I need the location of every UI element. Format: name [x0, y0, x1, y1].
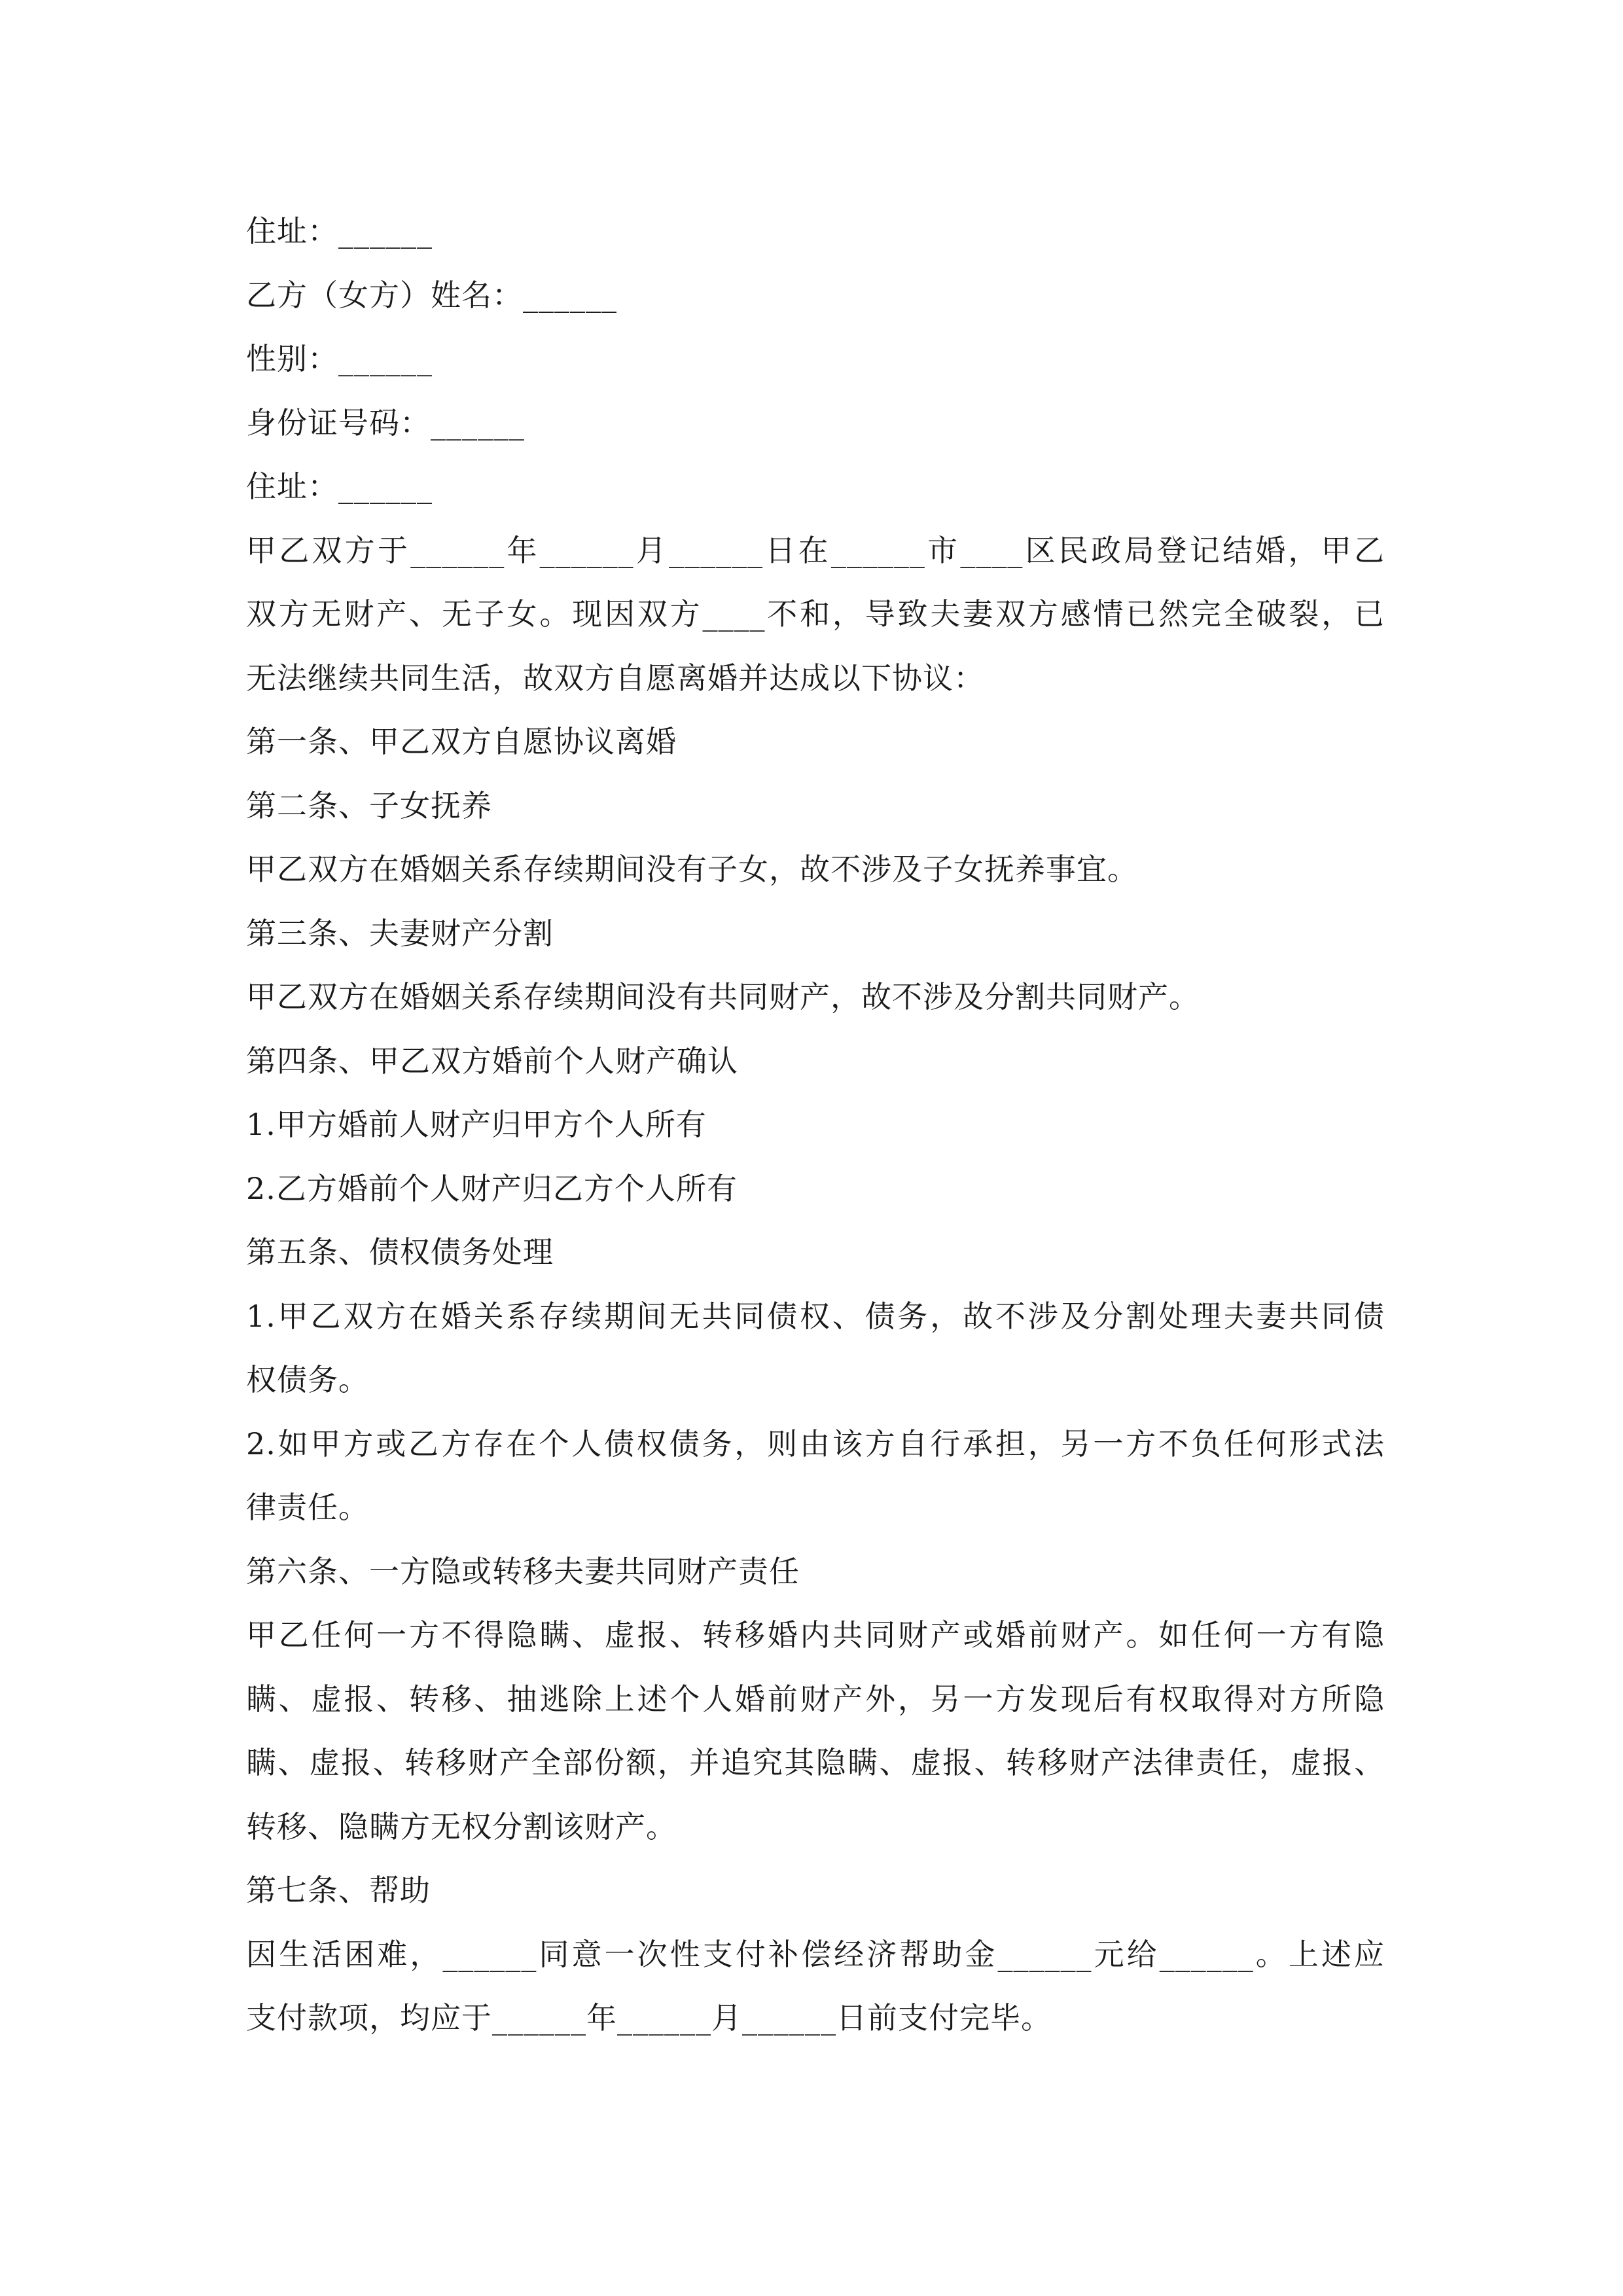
preamble-line: 双方无财产、无子女。现因双方____不和，导致夫妻双方感情已然完全破裂，已	[246, 596, 1385, 632]
field-address-b: 住址：______	[246, 469, 433, 504]
article-item: 律责任。	[246, 1490, 369, 1525]
article-item: 1.甲乙双方在婚关系存续期间无共同债权、债务，故不涉及分割处理夫妻共同债	[246, 1298, 1385, 1334]
field-address-a: 住址：______	[246, 213, 433, 249]
article-heading: 第七条、帮助	[246, 1873, 431, 1908]
article-heading: 第一条、甲乙双方自愿协议离婚	[246, 724, 677, 759]
preamble-line: 甲乙双方于______年______月______日在______市____区民政局登记结婚，甲乙	[246, 532, 1385, 568]
document-body	[246, 200, 1385, 2051]
article-heading: 第六条、一方隐或转移夫妻共同财产责任	[246, 1553, 800, 1589]
preamble-line: 无法继续共同生活，故双方自愿离婚并达成以下协议：	[246, 660, 984, 696]
article-text: 转移、隐瞒方无权分割该财产。	[246, 1808, 677, 1844]
article-item: 权债务。	[246, 1362, 369, 1397]
article-item: 2.如甲方或乙方存在个人债权债务，则由该方自行承担，另一方不负任何形式法	[246, 1426, 1385, 1462]
article-text: 支付款项，均应于______年______月______日前支付完毕。	[246, 2000, 1052, 2036]
field-party-b-name: 乙方（女方）姓名：______	[246, 277, 617, 313]
article-text: 甲乙双方在婚姻关系存续期间没有子女，故不涉及子女抚养事宜。	[246, 852, 1138, 887]
article-text: 瞒、虚报、转移、抽逃除上述个人婚前财产外，另一方发现后有权取得对方所隐	[246, 1681, 1385, 1717]
article-text: 甲乙任何一方不得隐瞒、虚报、转移婚内共同财产或婚前财产。如任何一方有隐	[246, 1617, 1385, 1653]
article-text: 因生活困难，______同意一次性支付补偿经济帮助金______元给______。上述应	[246, 1936, 1385, 1972]
article-text: 瞒、虚报、转移财产全部份额，并追究其隐瞒、虚报、转移财产法律责任，虚报、	[246, 1745, 1385, 1780]
field-gender: 性别：______	[246, 341, 433, 376]
article-heading: 第三条、夫妻财产分割	[246, 915, 554, 951]
article-item: 1.甲方婚前人财产归甲方个人所有	[246, 1107, 707, 1142]
article-text: 甲乙双方在婚姻关系存续期间没有共同财产，故不涉及分割共同财产。	[246, 979, 1200, 1014]
article-heading: 第五条、债权债务处理	[246, 1234, 554, 1270]
field-id-number: 身份证号码：______	[246, 404, 525, 440]
article-item: 2.乙方婚前个人财产归乙方个人所有	[246, 1170, 738, 1206]
article-heading: 第四条、甲乙双方婚前个人财产确认	[246, 1043, 738, 1079]
article-heading: 第二条、子女抚养	[246, 787, 492, 823]
